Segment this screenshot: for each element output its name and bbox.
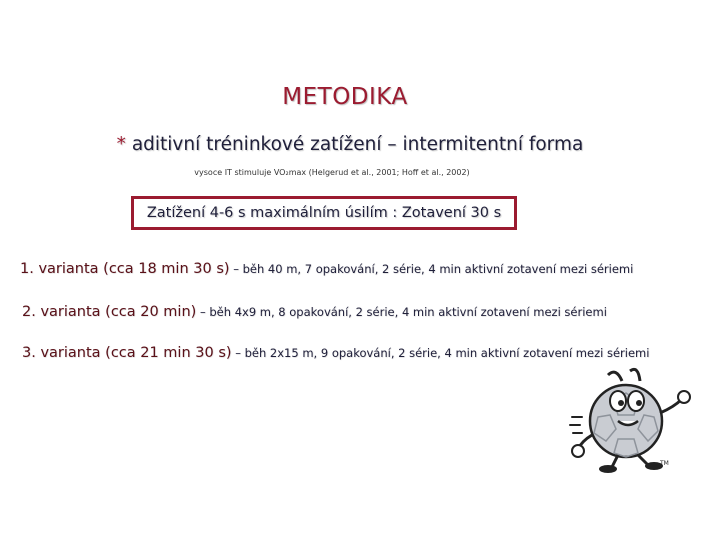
variant-1-detail: běh 40 m, 7 opakování, 2 série, 4 min aktivní zotavení mezi sériemi [242, 262, 634, 276]
variant-2-sep: – [196, 305, 210, 319]
citation: vysoce IT stimuluje VO₂max (Helgerud et al., 2001; Hoff et al., 2002) [194, 168, 470, 177]
load-recovery-text: Zatížení 4-6 s maximálním úsilím : Zotavení 30 s [146, 205, 502, 221]
bullet-star: * [116, 134, 126, 155]
load-recovery-box [131, 196, 517, 230]
running-ball-mascot-icon [568, 365, 696, 475]
variant-3-head: 3. varianta (cca 21 min 30 s) [22, 345, 232, 361]
variant-2 [22, 304, 607, 320]
subtitle [0, 134, 720, 155]
variant-2-detail: běh 4x9 m, 8 opakování, 2 série, 4 min aktivní zotavení mezi sériemi [209, 305, 607, 319]
variant-1-head: 1. varianta (cca 18 min 30 s) [20, 261, 230, 277]
variant-1 [20, 261, 633, 277]
page-title: METODIKA [282, 84, 408, 110]
variant-2-head: 2. varianta (cca 20 min) [22, 304, 197, 320]
variant-3-sep: – [231, 346, 245, 360]
trademark-mark: TM [660, 460, 669, 467]
variant-3 [22, 345, 649, 361]
subtitle-text: aditivní tréninkové zatížení – intermitentní forma [131, 134, 584, 155]
variant-3-detail: běh 2x15 m, 9 opakování, 2 série, 4 min aktivní zotavení mezi sériemi [244, 346, 650, 360]
variant-1-sep: – [229, 262, 243, 276]
